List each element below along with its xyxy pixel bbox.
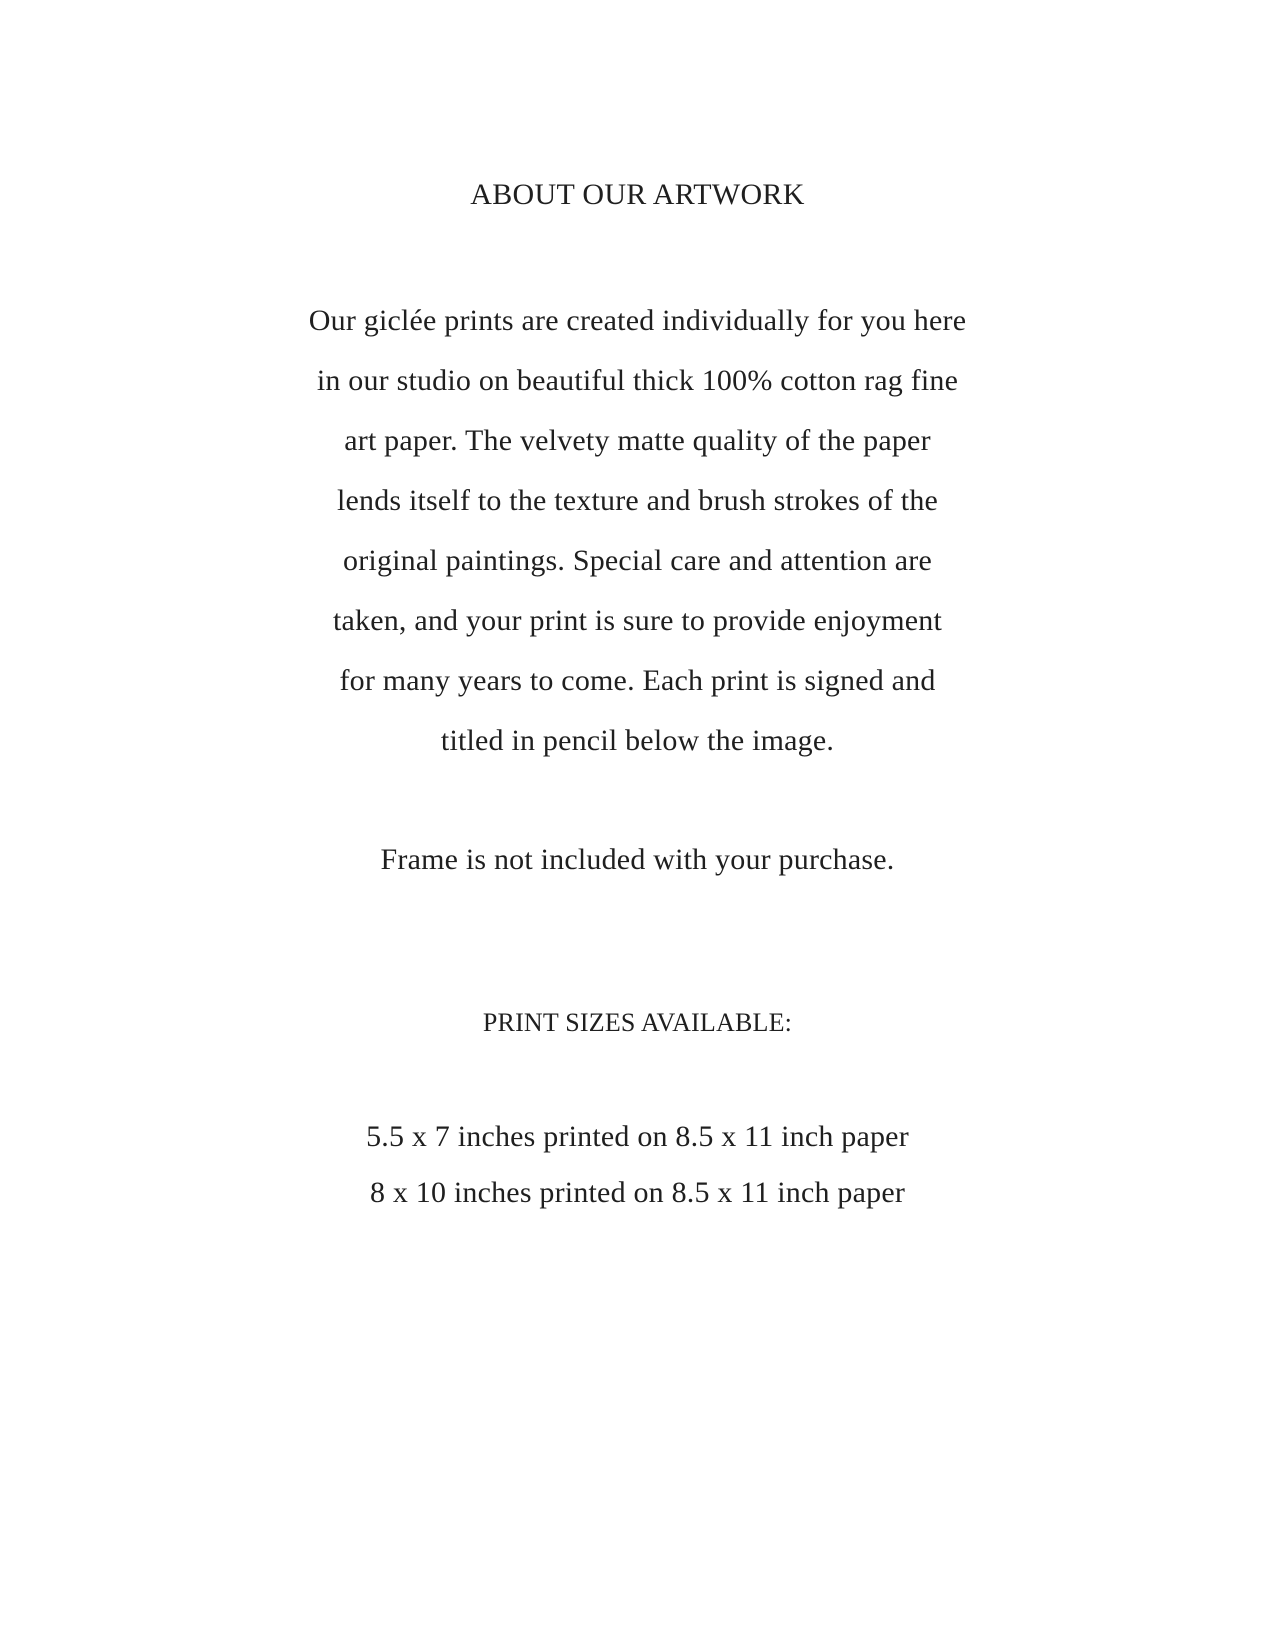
paragraph-line: in our studio on beautiful thick 100% cotton rag fine (316, 364, 959, 397)
paragraph-line: Our giclée prints are created individually for you here (308, 304, 967, 337)
paragraph-line: titled in pencil below the image. (440, 724, 835, 757)
paragraph-line: for many years to come. Each print is signed and (339, 664, 936, 697)
frame-note: Frame is not included with your purchase. (380, 843, 895, 876)
size-item: 8 x 10 inches printed on 8.5 x 11 inch paper (369, 1176, 906, 1209)
size-item: 5.5 x 7 inches printed on 8.5 x 11 inch paper (366, 1120, 909, 1153)
paragraph-line: art paper. The velvety matte quality of the paper (344, 424, 931, 457)
paragraph-line: taken, and your print is sure to provide enjoyment (332, 604, 943, 637)
paragraph-line: original paintings. Special care and attention are (343, 544, 932, 577)
page-title: ABOUT OUR ARTWORK (470, 178, 805, 211)
sizes-heading: PRINT SIZES AVAILABLE: (482, 1008, 793, 1037)
paragraph-line: lends itself to the texture and brush strokes of the (336, 484, 939, 517)
